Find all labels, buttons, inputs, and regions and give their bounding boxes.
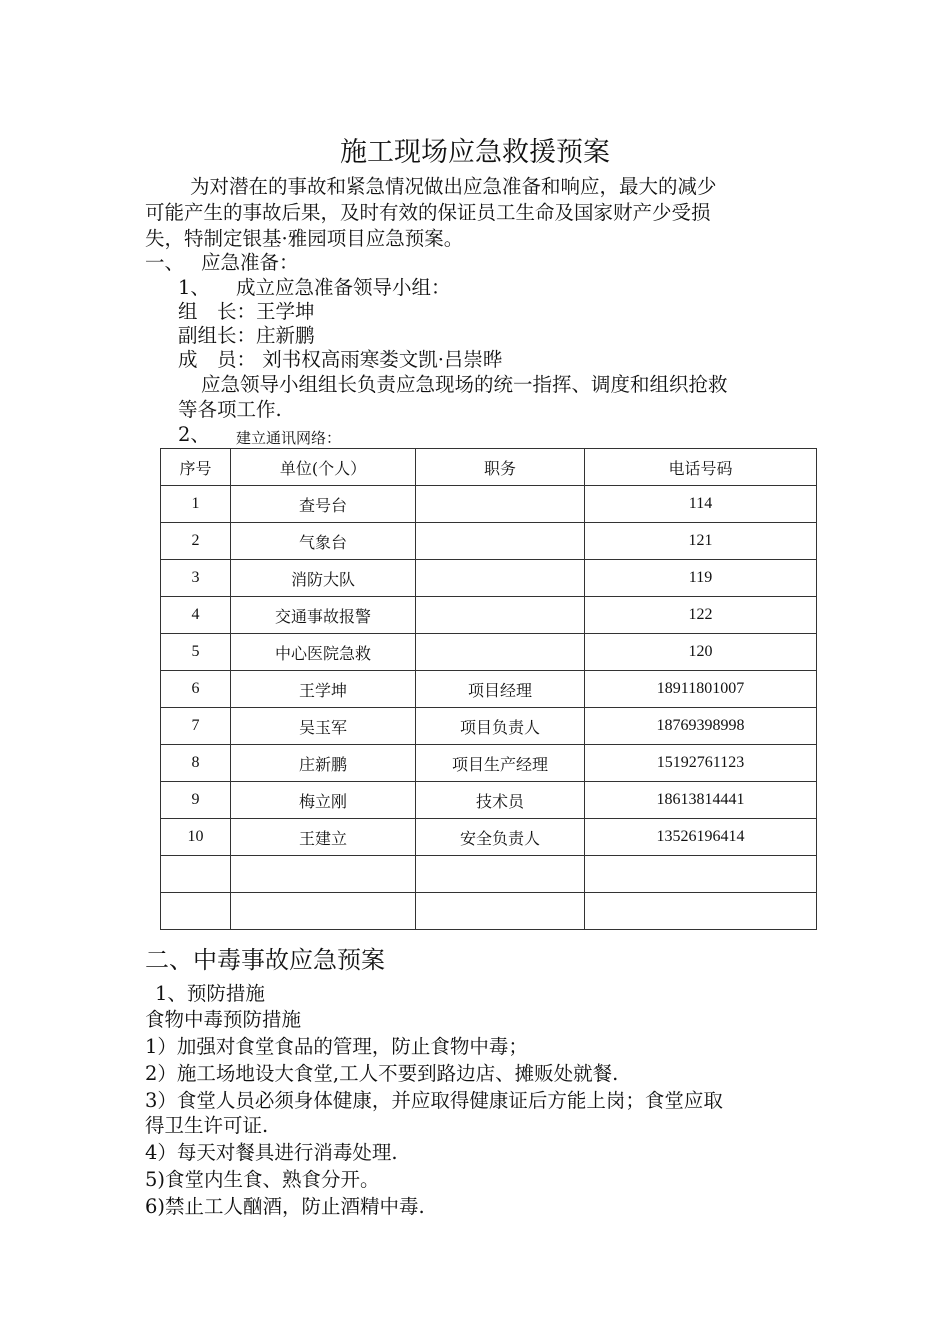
measure-3-line-2: 得卫生许可证. bbox=[145, 1114, 269, 1137]
cell-unit: 中心医院急救 bbox=[231, 634, 416, 671]
item-1-text: 成立应急准备领导小组： bbox=[236, 276, 451, 299]
measure-5: 5)食堂内生食、熟食分开。 bbox=[145, 1168, 380, 1191]
table-row bbox=[161, 708, 817, 745]
cell-unit bbox=[231, 856, 416, 893]
cell-unit: 王学坤 bbox=[231, 671, 416, 708]
cell-index: 9 bbox=[161, 782, 231, 819]
cell-index: 7 bbox=[161, 708, 231, 745]
table-row bbox=[161, 486, 817, 523]
deputy-line: 副组长：庄新鹏 bbox=[178, 324, 315, 347]
cell-position bbox=[416, 634, 585, 671]
cell-position: 项目经理 bbox=[416, 671, 585, 708]
cell-position: 安全负责人 bbox=[416, 819, 585, 856]
members-line: 成 员： 刘书权高雨寒娄文凯·吕崇晔 bbox=[178, 348, 503, 371]
header-phone: 电话号码 bbox=[585, 449, 817, 486]
intro-line-2: 可能产生的事故后果，及时有效的保证员工生命及国家财产少受损 bbox=[145, 201, 711, 224]
cell-index: 5 bbox=[161, 634, 231, 671]
cell-position: 技术员 bbox=[416, 782, 585, 819]
cell-unit: 吴玉军 bbox=[231, 708, 416, 745]
cell-unit: 交通事故报警 bbox=[231, 597, 416, 634]
cell-phone: 13526196414 bbox=[585, 819, 817, 856]
duty-line-1: 应急领导小组组长负责应急现场的统一指挥、调度和组织抢救 bbox=[201, 373, 728, 396]
header-index: 序号 bbox=[161, 449, 231, 486]
cell-index: 8 bbox=[161, 745, 231, 782]
cell-phone bbox=[585, 856, 817, 893]
food-poisoning-title: 食物中毒预防措施 bbox=[145, 1008, 302, 1031]
table-row bbox=[161, 560, 817, 597]
cell-position: 项目负责人 bbox=[416, 708, 585, 745]
cell-unit: 气象台 bbox=[231, 523, 416, 560]
prevention-subheading: 1、预防措施 bbox=[155, 982, 265, 1005]
measure-3-line-1: 3）食堂人员必须身体健康，并应取得健康证后方能上岗；食堂应取 bbox=[145, 1089, 723, 1112]
cell-position bbox=[416, 560, 585, 597]
cell-phone: 18769398998 bbox=[585, 708, 817, 745]
section-1-number: 一、 bbox=[145, 251, 185, 274]
duty-line-2: 等各项工作. bbox=[178, 398, 282, 421]
cell-index: 10 bbox=[161, 819, 231, 856]
measure-2: 2）施工场地设大食堂,工人不要到路边店、摊贩处就餐. bbox=[145, 1062, 619, 1085]
cell-position bbox=[416, 523, 585, 560]
table-row bbox=[161, 523, 817, 560]
table-row bbox=[161, 745, 817, 782]
cell-index: 2 bbox=[161, 523, 231, 560]
cell-index: 1 bbox=[161, 486, 231, 523]
measure-1: 1）加强对食堂食品的管理，防止食物中毒； bbox=[145, 1035, 528, 1058]
intro-line-3: 失，特制定银基·雅园项目应急预案。 bbox=[145, 227, 464, 250]
cell-phone: 15192761123 bbox=[585, 745, 817, 782]
cell-phone: 120 bbox=[585, 634, 817, 671]
cell-index bbox=[161, 856, 231, 893]
cell-position: 项目生产经理 bbox=[416, 745, 585, 782]
cell-index: 6 bbox=[161, 671, 231, 708]
cell-position bbox=[416, 856, 585, 893]
cell-unit: 庄新鹏 bbox=[231, 745, 416, 782]
table-header-row bbox=[161, 449, 817, 486]
measure-4: 4）每天对餐具进行消毒处理. bbox=[145, 1141, 398, 1164]
cell-index: 3 bbox=[161, 560, 231, 597]
cell-phone: 121 bbox=[585, 523, 817, 560]
table-row bbox=[161, 819, 817, 856]
table-row bbox=[161, 597, 817, 634]
cell-phone: 18613814441 bbox=[585, 782, 817, 819]
cell-unit: 王建立 bbox=[231, 819, 416, 856]
item-1-number: 1、 bbox=[178, 276, 210, 299]
cell-phone bbox=[585, 893, 817, 930]
table-row bbox=[161, 782, 817, 819]
cell-position bbox=[416, 893, 585, 930]
cell-unit: 查号台 bbox=[231, 486, 416, 523]
section-2-heading: 二、中毒事故应急预案 bbox=[145, 946, 385, 974]
cell-position bbox=[416, 597, 585, 634]
cell-phone: 18911801007 bbox=[585, 671, 817, 708]
item-2-text: 建立通讯网络： bbox=[236, 429, 342, 447]
leader-line: 组 长：王学坤 bbox=[178, 300, 315, 323]
page-title: 施工现场应急救援预案 bbox=[340, 137, 610, 168]
cell-phone: 119 bbox=[585, 560, 817, 597]
measure-6: 6)禁止工人酗酒，防止酒精中毒. bbox=[145, 1195, 425, 1218]
cell-unit: 消防大队 bbox=[231, 560, 416, 597]
table-row bbox=[161, 671, 817, 708]
cell-unit bbox=[231, 893, 416, 930]
cell-phone: 114 bbox=[585, 486, 817, 523]
cell-unit: 梅立刚 bbox=[231, 782, 416, 819]
header-position: 职务 bbox=[416, 449, 585, 486]
cell-index bbox=[161, 893, 231, 930]
header-unit: 单位(个人） bbox=[231, 449, 416, 486]
item-2-number: 2、 bbox=[178, 423, 210, 446]
section-1-heading: 应急准备： bbox=[201, 251, 299, 274]
contact-table bbox=[160, 448, 817, 930]
intro-line-1: 为对潜在的事故和紧急情况做出应急准备和响应，最大的减少 bbox=[190, 175, 717, 198]
cell-phone: 122 bbox=[585, 597, 817, 634]
cell-index: 4 bbox=[161, 597, 231, 634]
cell-position bbox=[416, 486, 585, 523]
table-row-empty bbox=[161, 856, 817, 893]
table-row-empty bbox=[161, 893, 817, 930]
table-row bbox=[161, 634, 817, 671]
